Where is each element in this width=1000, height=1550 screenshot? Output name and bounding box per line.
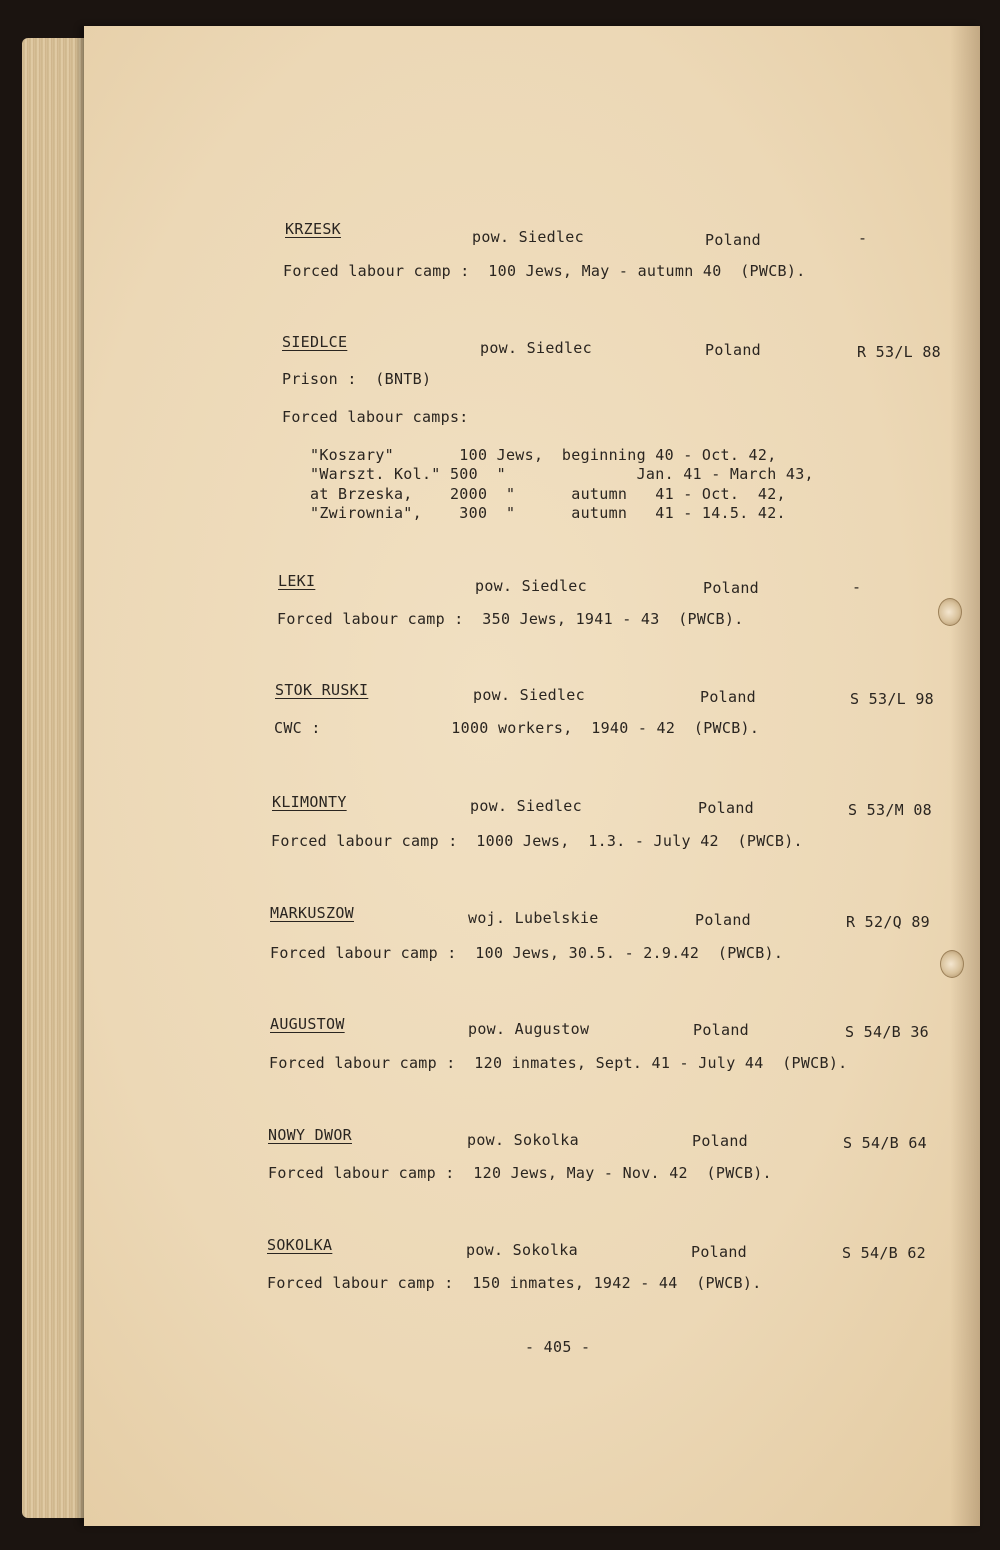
- entry-reference: S 53/L 98: [850, 690, 934, 708]
- entry-place: MARKUSZOW: [270, 904, 354, 922]
- entry-country: Poland: [703, 579, 759, 597]
- entry-place: KRZESK: [285, 220, 341, 238]
- entry-district: pow. Siedlec: [472, 228, 584, 246]
- entry-reference: S 54/B 62: [842, 1244, 926, 1262]
- entry-line: Forced labour camp : 100 Jews, 30.5. - 2.9.42 (PWCB).: [270, 944, 784, 962]
- document-page: [84, 26, 980, 1526]
- entry-subline: "Warszt. Kol." 500 " Jan. 41 - March 43,: [310, 465, 814, 483]
- entry-subline: at Brzeska, 2000 " autumn 41 - Oct. 42,: [310, 485, 786, 503]
- entry-place: KLIMONTY: [272, 793, 347, 811]
- entry-line: Forced labour camp : 150 inmates, 1942 - 44 (PWCB).: [267, 1274, 762, 1292]
- entry-place: SIEDLCE: [282, 333, 348, 351]
- entry-country: Poland: [691, 1243, 747, 1261]
- entry-place: AUGUSTOW: [270, 1015, 345, 1033]
- entry-country: Poland: [692, 1132, 748, 1150]
- entry-country: Poland: [705, 231, 761, 249]
- entry-reference: S 54/B 64: [843, 1134, 927, 1152]
- entry-subline: "Zwirownia", 300 " autumn 41 - 14.5. 42.: [310, 504, 786, 522]
- entry-line: Forced labour camps:: [282, 408, 469, 426]
- entry-reference: -: [858, 229, 868, 247]
- entry-reference: R 52/Q 89: [846, 913, 930, 931]
- punch-hole: [940, 950, 964, 978]
- entry-country: Poland: [698, 799, 754, 817]
- entry-reference: S 53/M 08: [848, 801, 932, 819]
- entry-country: Poland: [705, 341, 761, 359]
- entry-district: pow. Siedlec: [475, 577, 587, 595]
- entry-district: pow. Siedlec: [480, 339, 592, 357]
- entry-reference: S 54/B 36: [845, 1023, 929, 1041]
- entry-place: STOK RUSKI: [275, 681, 369, 699]
- entry-country: Poland: [693, 1021, 749, 1039]
- entry-line: Prison : (BNTB): [282, 370, 432, 388]
- punch-hole: [938, 598, 962, 626]
- entry-district: pow. Augustow: [468, 1020, 590, 1038]
- entry-line: Forced labour camp : 350 Jews, 1941 - 43 (PWCB).: [277, 610, 744, 628]
- entry-line: Forced labour camp : 120 inmates, Sept. 41 - July 44 (PWCB).: [269, 1054, 848, 1072]
- entry-subline: "Koszary" 100 Jews, beginning 40 - Oct. 42,: [310, 446, 777, 464]
- entry-district: pow. Sokolka: [466, 1241, 578, 1259]
- entry-district: pow. Sokolka: [467, 1131, 579, 1149]
- entry-line: Forced labour camp : 1000 Jews, 1.3. - July 42 (PWCB).: [271, 832, 803, 850]
- entry-district: woj. Lubelskie: [468, 909, 599, 927]
- entry-place: NOWY DWOR: [268, 1126, 352, 1144]
- entry-place: SOKOLKA: [267, 1236, 333, 1254]
- entry-country: Poland: [700, 688, 756, 706]
- entry-place: LEKI: [278, 572, 316, 590]
- page-number: - 405 -: [525, 1338, 591, 1356]
- entry-line: CWC : 1000 workers, 1940 - 42 (PWCB).: [274, 719, 760, 737]
- entry-reference: R 53/L 88: [857, 343, 941, 361]
- entry-line: Forced labour camp : 120 Jews, May - Nov. 42 (PWCB).: [268, 1164, 772, 1182]
- entry-district: pow. Siedlec: [470, 797, 582, 815]
- entry-reference: -: [852, 578, 862, 596]
- entry-country: Poland: [695, 911, 751, 929]
- entry-district: pow. Siedlec: [473, 686, 585, 704]
- entry-line: Forced labour camp : 100 Jews, May - autumn 40 (PWCB).: [283, 262, 806, 280]
